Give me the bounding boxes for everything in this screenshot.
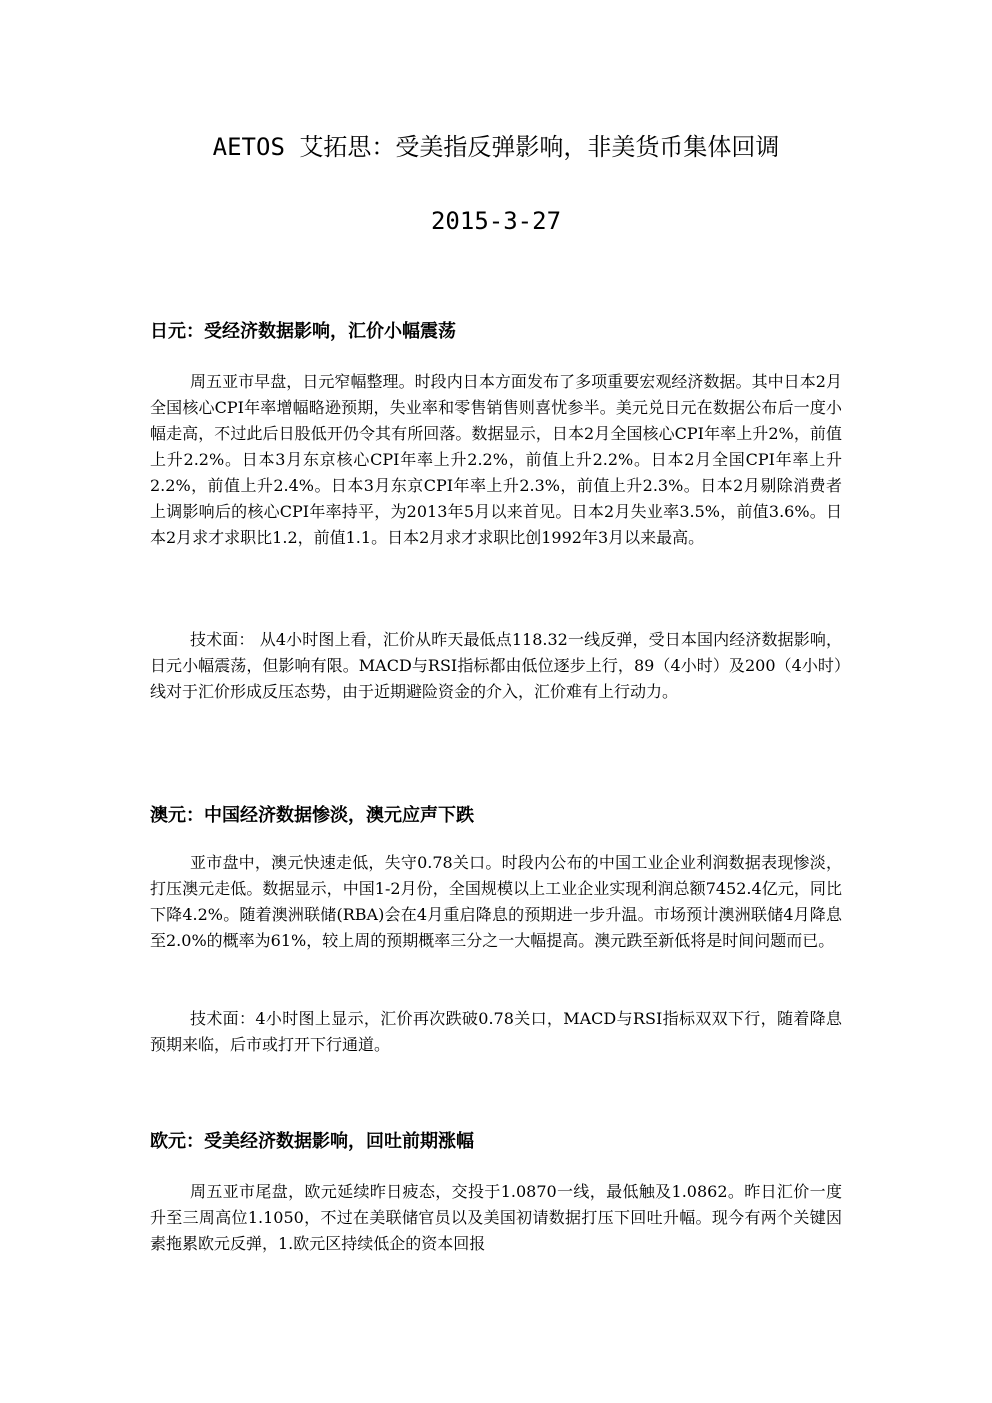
- paragraph-eur-fundamentals: 周五亚市尾盘，欧元延续昨日疲态，交投于1.0870一线，最低触及1.0862。昨日汇价一度升至三周高位1.1050，不过在美联储官员以及美国初请数据打压下回吐升幅。现今有两个关键因素拖累欧元反弹，1.欧元区持续低企的资本回报: [150, 1182, 842, 1253]
- document-title: AETOS 艾拓思：受美指反弹影响，非美货币集体回调: [212, 133, 780, 161]
- section-heading-jpy: 日元：受经济数据影响，汇价小幅震荡: [150, 321, 456, 342]
- section-heading-eur: 欧元：受美经济数据影响，回吐前期涨幅: [150, 1131, 474, 1152]
- paragraph-aud-technical: 技术面：4小时图上显示，汇价再次跌破0.78关口，MACD与RSI指标双双下行，随着降息预期来临，后市或打开下行通道。: [150, 1009, 842, 1054]
- paragraph-jpy-technical: 技术面： 从4小时图上看，汇价从昨天最低点118.32一线反弹，受日本国内经济数据影响，日元小幅震荡，但影响有限。MACD与RSI指标都由低位逐步上行，89（4小时）及200（4小时）线对于汇价形成反压态势，由于近期避险资金的介入，汇价难有上行动力。: [150, 630, 842, 701]
- section-heading-aud: 澳元：中国经济数据惨淡，澳元应声下跌: [150, 805, 474, 826]
- paragraph-aud-fundamentals: 亚市盘中，澳元快速走低，失守0.78关口。时段内公布的中国工业企业利润数据表现惨淡，打压澳元走低。数据显示，中国1-2月份，全国规模以上工业企业实现利润总额7452.4亿元，同比下降4.2%。随着澳洲联储(RBA)会在4月重启降息的预期进一步升温。市场预计澳洲联储4月降息至2.0%的概率为61%，较上周的预期概率三分之一大幅提高。澳元跌至新低将是时间问题而已。: [150, 853, 842, 950]
- document-date: 2015-3-27: [430, 207, 562, 235]
- paragraph-jpy-fundamentals: 周五亚市早盘，日元窄幅整理。时段内日本方面发布了多项重要宏观经济数据。其中日本2月全国核心CPI年率增幅略逊预期，失业率和零售销售则喜忧参半。美元兑日元在数据公布后一度小幅走高，不过此后日股低开仍令其有所回落。数据显示，日本2月全国核心CPI年率上升2%，前值上升2.2%。日本3月东京核心CPI年率上升2.2%，前值上升2.2%。日本2月全国CPI年率上升2.2%，前值上升2.4%。日本3月东京CPI年率上升2.3%，前值上升2.3%。日本2月剔除消费者上调影响后的核心CPI年率持平，为2013年5月以来首见。日本2月失业率3.5%，前值3.6%。日本2月求才求职比1.2，前值1.1。日本2月求才求职比创1992年3月以来最高。: [150, 372, 842, 547]
